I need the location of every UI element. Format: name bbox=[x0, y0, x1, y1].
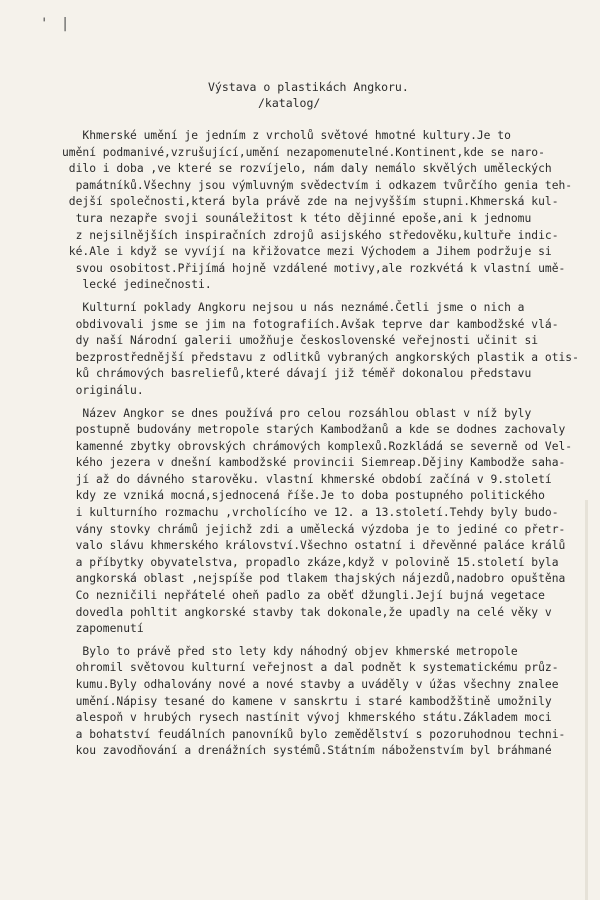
text-line: Kulturní poklady Angkoru nejsou u nás neznámé.Četli jsme o nich a bbox=[62, 300, 525, 314]
text-line: kou zavodňování a drenážních systémů.Státním náboženstvím byl bráhmané bbox=[62, 744, 552, 758]
text-line: zapomenutí bbox=[62, 622, 144, 636]
document-body bbox=[62, 128, 579, 760]
text-line: Bylo to právě před sto lety kdy náhodný objev khmerské metropole bbox=[62, 644, 518, 658]
text-line: angkorská oblast ,nejspíše pod tlakem thajských nájezdů,nadobro opuštěna bbox=[62, 572, 566, 586]
document-subtitle: /katalog/ bbox=[258, 96, 321, 110]
text-line: a příbytky obyvatelstva, propadlo zkáze,když v polovině 15.století byla bbox=[62, 555, 559, 569]
text-line: kumu.Byly odhalovány nové a nové stavby a uváděly v úžas všechny znalee bbox=[62, 678, 559, 691]
text-line: ké.Ale i když se vyvíjí na křižovatce mezi Východem a Jihem podržuje si bbox=[62, 245, 552, 259]
text-line: jí až do dávného starověku. vlastní khmerské období začíná v 9.století bbox=[62, 472, 552, 486]
text-line: vány stovky chrámů jejichž zdi a umělecká výzdoba je to jediné co přetr- bbox=[62, 522, 566, 536]
text-line: valo slávu khmerského království.Všechno ostatní i dřevěnné paláce králů bbox=[62, 539, 566, 553]
text-line: originálu. bbox=[62, 383, 144, 397]
text-line: lecké jedinečnosti. bbox=[62, 278, 212, 292]
text-line: alespoň v hrubých rysech nastínit vývoj khmerského státu.Základem moci bbox=[62, 711, 552, 725]
text-line: dejší společnosti,která byla právě zde na nejvyšším stupni.Khmerská kul- bbox=[62, 195, 559, 209]
text-line: dy naší Národní galerii umožňuje československé veřejnosti učinit si bbox=[62, 334, 539, 348]
text-line: umění podmanivé,vzrušující,umění nezapomenutelné.Kontinent,kde se naro- bbox=[62, 145, 545, 159]
text-line: svou osobitost.Přijímá hojně vzdálené motivy,ale rozkvétá k vlastní umě- bbox=[62, 261, 566, 275]
text-line: a bohatství feudálních panovníků bylo zemědělství s pozoruhodnou techni- bbox=[62, 727, 566, 741]
text-line: kdy ze vzniká mocná,sjednocená říše.Je to doba postupného politického bbox=[62, 489, 545, 503]
text-line: obdivovali jsme se jim na fotografiích.Avšak teprve dar kambodžské vlá- bbox=[62, 317, 559, 331]
text-line: památníků.Všechny jsou výmluvným svědectvím i odkazem tvůrčího genia teh- bbox=[62, 178, 573, 192]
document-title: Výstava o plastikách Angkoru. bbox=[208, 80, 409, 94]
binding-marks: ' | bbox=[40, 16, 72, 32]
text-line: umění.Nápisy tesané do kamene v sanskrtu i staré kambodžštině umožnily bbox=[62, 694, 552, 708]
text-line: dilo i doba ,ve které se rozvíjelo, nám daly nemálo skvělých uměleckých bbox=[62, 162, 552, 176]
text-line: ohromil světovou kulturní veřejnost a dal podnět k systematickému průz- bbox=[62, 661, 559, 675]
text-line: tura nezapře svoji sounáležitost k této dějinné epoše,ani k jednomu bbox=[62, 211, 532, 225]
text-line: i kulturního rozmachu ,vrcholícího ve 12. a 13.století.Tehdy byly budo- bbox=[62, 506, 559, 520]
text-line: Khmerské umění je jedním z vrcholů světové hmotné kultury.Je to bbox=[62, 129, 511, 142]
text-line: postupně budovány metropole starých Kambodžanů a kde se dodnes zachovaly bbox=[62, 423, 566, 437]
text-line: ků chrámových basreliefů,které dávají již téměř dokonalou představu bbox=[62, 367, 532, 381]
text-line: Co nezničili nepřátelé oheň padlo za oběť džungli.Její bujná vegetace bbox=[62, 589, 545, 603]
text-line: bezprostřednější představu z odlitků vybraných angkorských plastik a otis- bbox=[62, 350, 579, 364]
text-line: Název Angkor se dnes používá pro celou rozsáhlou oblast v níž byly bbox=[62, 406, 532, 420]
text-line: dovedla pohltit angkorské stavby tak dokonale,že upadly na celé věky v bbox=[62, 605, 552, 619]
text-line: kamenné zbytky obrovských chrámových komplexů.Rozkládá se severně od Vel- bbox=[62, 439, 573, 453]
text-line: z nejsilnějších inspiračních zdrojů asijského středověku,kultuře indic- bbox=[62, 228, 559, 242]
page-edge-shadow bbox=[585, 500, 588, 900]
text-line: kého jezera v dnešní kambodžské provincii Siemreap.Dějiny Kambodže saha- bbox=[62, 456, 566, 470]
